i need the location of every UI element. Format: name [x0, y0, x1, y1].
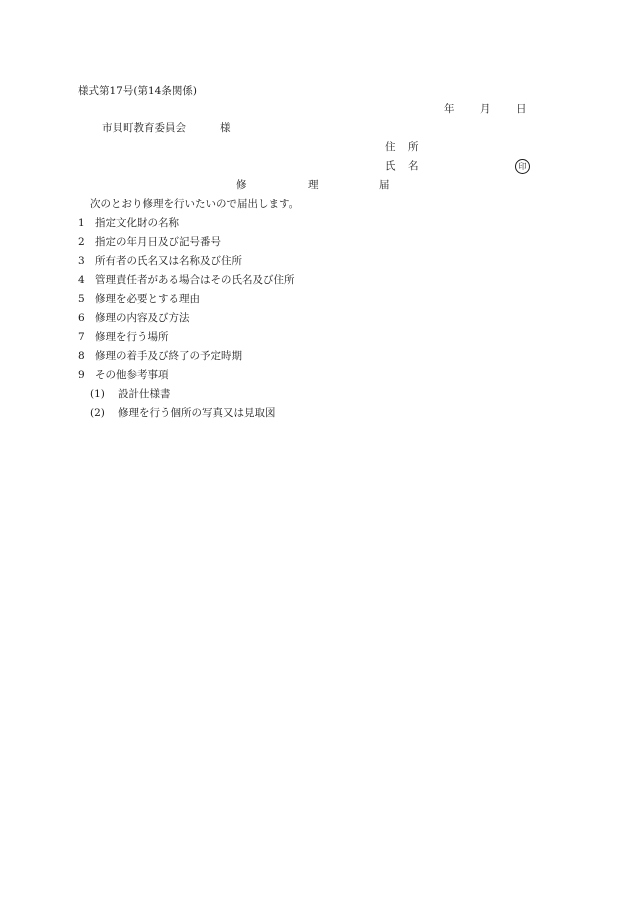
address-label-char-2: 所: [408, 141, 419, 153]
item-number: 3: [78, 255, 85, 267]
title-char-3: 届: [379, 179, 390, 191]
title-char-1: 修: [236, 179, 247, 191]
addressee-honorific: 様: [220, 122, 231, 134]
address-label-char-1: 住: [385, 141, 396, 153]
date-day-label: 日: [516, 103, 527, 115]
name-label-char-1: 氏: [385, 160, 396, 172]
item-text: その他参考事項: [95, 369, 169, 381]
item-text: 管理責任者がある場合はその氏名及び住所: [95, 274, 295, 286]
date-month-label: 月: [480, 103, 491, 115]
subitem-number: (2): [90, 407, 105, 419]
item-number: 4: [78, 274, 85, 286]
item-number: 2: [78, 236, 85, 248]
item-text: 修理を必要とする理由: [95, 293, 200, 305]
title-char-2: 理: [308, 179, 319, 191]
intro-text: 次のとおり修理を行いたいので届出します。: [90, 198, 300, 210]
item-number: 6: [78, 312, 85, 324]
item-number: 8: [78, 350, 85, 362]
date-year-label: 年: [444, 103, 455, 115]
seal-mark: 印: [515, 159, 530, 174]
item-number: 5: [78, 293, 85, 305]
addressee-name: 市貝町教育委員会: [102, 122, 186, 134]
item-text: 修理を行う場所: [95, 331, 169, 343]
item-text: 修理の内容及び方法: [95, 312, 190, 324]
item-text: 指定文化財の名称: [95, 217, 179, 229]
item-text: 修理の着手及び終了の予定時期: [95, 350, 242, 362]
subitem-text: 設計仕様書: [118, 388, 171, 400]
form-header: 様式第17号(第14条関係): [78, 85, 197, 97]
item-number: 7: [78, 331, 85, 343]
item-number: 1: [78, 217, 85, 229]
name-label-char-2: 名: [408, 160, 419, 172]
item-number: 9: [78, 369, 85, 381]
subitem-number: (1): [90, 388, 105, 400]
subitem-text: 修理を行う個所の写真又は見取図: [118, 407, 276, 419]
item-text: 所有者の氏名又は名称及び住所: [95, 255, 242, 267]
item-text: 指定の年月日及び記号番号: [95, 236, 221, 248]
